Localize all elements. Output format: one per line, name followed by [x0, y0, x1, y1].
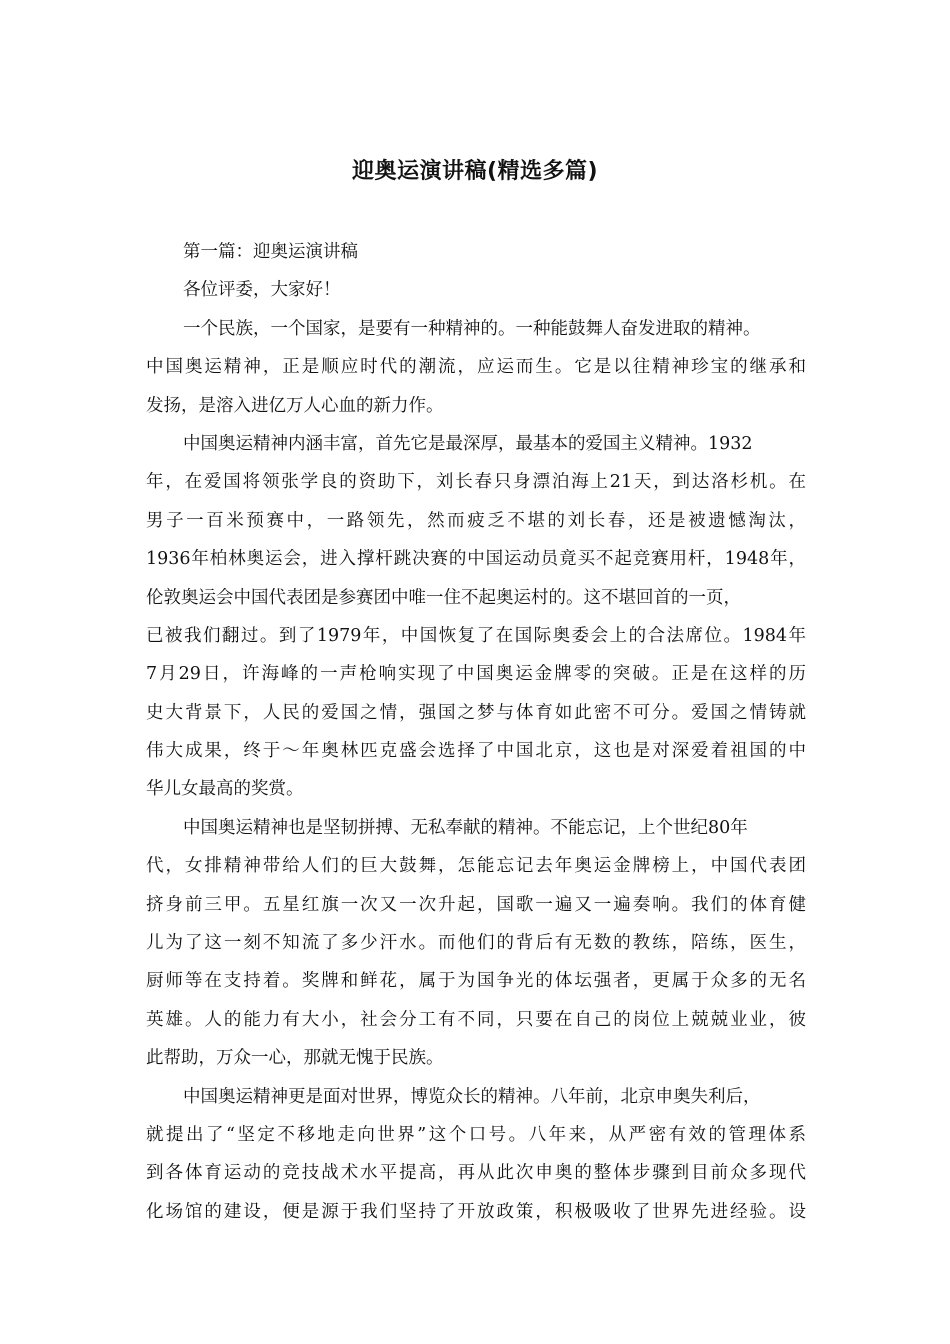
text-line: 中国奥运精神也是坚韧拼搏、无私奉献的精神。不能忘记，上个世纪80年 — [183, 817, 748, 838]
text-line: 已被我们翻过。到了1979年，中国恢复了在国际奥委会上的合法席位。1984年 — [146, 625, 806, 646]
text-line: 就提出了“坚定不移地走向世界”这个口号。八年来，从严密有效的管理体系 — [146, 1124, 806, 1145]
document-body — [146, 233, 806, 1231]
text-line: 中国奥运精神内涵丰富，首先它是最深厚，最基本的爱国主义精神。1932 — [183, 433, 753, 454]
text-line: 挤身前三甲。五星红旗一次又一次升起，国歌一遍又一遍奏响。我们的体育健 — [146, 894, 806, 915]
text-line: 儿为了这一刻不知流了多少汗水。而他们的背后有无数的教练，陪练，医生， — [146, 933, 806, 954]
text-line: 7月29日，许海峰的一声枪响实现了中国奥运金牌零的突破。正是在这样的历 — [146, 664, 806, 685]
text-line: 厨师等在支持着。奖牌和鲜花，属于为国争光的体坛强者，更属于众多的无名 — [146, 971, 806, 992]
text-line: 男子一百米预赛中，一路领先，然而疲乏不堪的刘长春，还是被遗憾淘汰， — [146, 510, 806, 531]
text-line: 伦敦奥运会中国代表团是参赛团中唯一住不起奥运村的。这不堪回首的一页， — [146, 587, 741, 608]
text-line: 年，在爱国将领张学良的资助下，刘长春只身漂泊海上21天，到达洛杉机。在 — [146, 472, 806, 493]
document-title: 迎奥运演讲稿(精选多篇) — [351, 159, 599, 184]
text-line: 发扬，是溶入进亿万人心血的新力作。 — [146, 395, 444, 416]
text-line: 史大背景下，人民的爱国之情，强国之梦与体育如此密不可分。爱国之情铸就 — [146, 702, 806, 723]
text-line: 各位评委，大家好！ — [183, 280, 341, 301]
text-line: 此帮助，万众一心，那就无愧于民族。 — [146, 1048, 444, 1069]
text-line: 伟大成果，终于～年奥林匹克盛会选择了中国北京，这也是对深爱着祖国的中 — [146, 741, 806, 762]
text-line: 中国奥运精神，正是顺应时代的潮流，应运而生。它是以往精神珍宝的继承和 — [146, 357, 806, 378]
text-line: 到各体育运动的竞技战术水平提高，再从此次申奥的整体步骤到目前众多现代 — [146, 1163, 806, 1184]
text-line: 华儿女最高的奖赏。 — [146, 779, 304, 800]
text-line: 化场馆的建设，便是源于我们坚持了开放政策，积极吸收了世界先进经验。设 — [146, 1201, 806, 1222]
text-line: 中国奥运精神更是面对世界，博览众长的精神。八年前，北京申奥失利后， — [183, 1086, 761, 1107]
text-line: 第一篇：迎奥运演讲稿 — [183, 242, 358, 262]
text-line: 英雄。人的能力有大小，社会分工有不同，只要在自己的岗位上兢兢业业，彼 — [146, 1009, 806, 1030]
text-line: 一个民族，一个国家，是要有一种精神的。一种能鼓舞人奋发进取的精神。 — [183, 318, 761, 339]
text-line: 代，女排精神带给人们的巨大鼓舞，怎能忘记去年奥运金牌榜上，中国代表团 — [146, 856, 806, 877]
text-line: 1936年柏林奥运会，进入撑杆跳决赛的中国运动员竟买不起竞赛用杆，1948年， — [146, 549, 806, 570]
